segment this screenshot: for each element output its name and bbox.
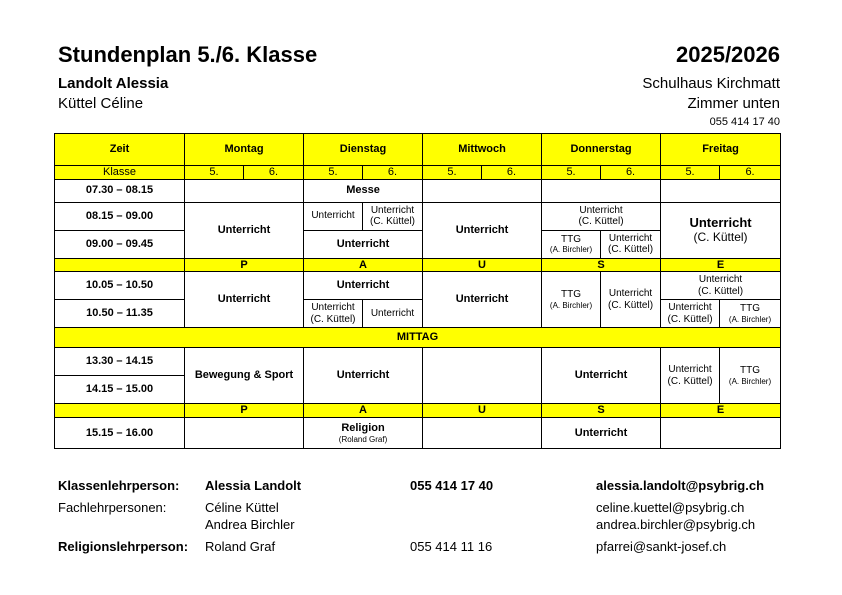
lesson-unterricht-kuettel (601, 272, 661, 328)
time-cell: 14.15 – 15.00 (55, 376, 185, 404)
lesson-unterricht-kuettel (304, 300, 363, 328)
lesson-unterricht: Unterricht (363, 300, 423, 328)
pause-letter: E (661, 404, 781, 418)
empty-cell (423, 417, 542, 448)
empty-cell (185, 179, 304, 202)
klassenlehrperson-name: Alessia Landolt (205, 478, 302, 493)
header-zeit: Zeit (55, 134, 185, 166)
lesson-teacher: (C. Küttel) (608, 299, 654, 311)
religionslehrperson-label: Religionslehrperson: (58, 539, 189, 554)
lesson-teacher: (A. Birchler) (549, 245, 593, 255)
lesson-unterricht: Unterricht (423, 202, 542, 258)
lesson-unterricht: Unterricht (542, 417, 661, 448)
klasse-5: 5. (304, 166, 363, 180)
lesson-teacher: (A. Birchler) (549, 300, 593, 310)
lesson-teacher: (A. Birchler) (728, 314, 772, 324)
teacher-name-2: Küttel Céline (58, 95, 144, 112)
time-cell: 08.15 – 09.00 (55, 202, 185, 230)
time-cell: 07.30 – 08.15 (55, 179, 185, 202)
klasse-6: 6. (601, 166, 661, 180)
header-mittwoch: Mittwoch (423, 134, 542, 166)
lesson-unterricht: Unterricht (185, 202, 304, 258)
lesson-ttg (542, 230, 601, 258)
lesson-teacher: (C. Küttel) (578, 216, 624, 228)
lesson-unterricht: Unterricht (185, 272, 304, 328)
lesson-teacher: (C. Küttel) (370, 216, 416, 228)
table-row (55, 179, 781, 202)
time-cell: 13.30 – 14.15 (55, 348, 185, 376)
pause-letter: U (423, 258, 542, 272)
table-row (55, 417, 781, 448)
teacher-name-1: Landolt Alessia (58, 75, 169, 92)
empty-cell (423, 348, 542, 404)
pause-letter: A (304, 404, 423, 418)
time-cell: 10.50 – 11.35 (55, 300, 185, 328)
empty-cell (185, 417, 304, 448)
lesson-text: Unterricht (689, 214, 752, 230)
empty-cell (55, 404, 185, 418)
lesson-text: Unterricht (668, 364, 712, 376)
lesson-unterricht-kuettel (542, 202, 661, 230)
religionslehrperson-name: Roland Graf (205, 539, 276, 554)
page-title: Stundenplan 5./6. Klasse (58, 42, 318, 67)
empty-cell (423, 179, 542, 202)
lesson-messe: Messe (304, 179, 423, 202)
fachlehrperson-email-1[interactable]: celine.kuettel@psybrig.ch (596, 500, 745, 515)
empty-cell (661, 179, 781, 202)
school-name: Schulhaus Kirchmatt (642, 75, 780, 92)
klasse-6: 6. (720, 166, 781, 180)
lesson-bewegung-sport: Bewegung & Sport (185, 348, 304, 404)
lesson-religion (304, 417, 423, 448)
lesson-teacher: (Roland Graf) (338, 434, 388, 444)
pause-letter: A (304, 258, 423, 272)
school-year: 2025/2026 (676, 42, 780, 67)
lesson-ttg (720, 348, 781, 404)
header-freitag: Freitag (661, 134, 781, 166)
lesson-text: TTG (561, 233, 582, 245)
religionslehrperson-phone: 055 414 11 16 (410, 539, 493, 554)
table-row (55, 272, 781, 300)
lesson-ttg (542, 272, 601, 328)
lesson-ttg (720, 300, 781, 328)
time-cell: 15.15 – 16.00 (55, 417, 185, 448)
lesson-unterricht-kuettel (661, 202, 781, 258)
lesson-unterricht-kuettel (601, 230, 661, 258)
lesson-teacher: (C. Küttel) (667, 375, 713, 387)
lesson-teacher: (C. Küttel) (693, 229, 748, 244)
mittag-row (55, 328, 781, 348)
pause-row (55, 258, 781, 272)
lesson-unterricht: Unterricht (304, 272, 423, 300)
klasse-6: 6. (244, 166, 304, 180)
table-row (55, 300, 781, 328)
pause-letter: S (542, 258, 661, 272)
header-montag: Montag (185, 134, 304, 166)
table-row (55, 348, 781, 376)
lesson-unterricht: Unterricht (304, 202, 363, 230)
empty-cell (55, 258, 185, 272)
fachlehrpersonen-label: Fachlehrpersonen: (58, 500, 167, 515)
lesson-unterricht-kuettel (661, 300, 720, 328)
timetable (54, 133, 781, 449)
klasse-6: 6. (363, 166, 423, 180)
lesson-unterricht: Unterricht (542, 348, 661, 404)
school-phone: 055 414 17 40 (709, 116, 780, 128)
klasse-5: 5. (542, 166, 601, 180)
klasse-5: 5. (423, 166, 482, 180)
klassenlehrperson-phone: 055 414 17 40 (410, 478, 494, 493)
lesson-text: TTG (740, 303, 761, 315)
pause-letter: E (661, 258, 781, 272)
klasse-label: Klasse (55, 166, 185, 180)
lesson-text: TTG (740, 365, 761, 377)
pause-letter: U (423, 404, 542, 418)
klasse-5: 5. (661, 166, 720, 180)
fachlehrperson-name-1: Céline Küttel (205, 500, 279, 515)
header-donnerstag: Donnerstag (542, 134, 661, 166)
lesson-teacher: (A. Birchler) (728, 376, 772, 386)
fachlehrperson-name-2: Andrea Birchler (205, 517, 295, 532)
klasse-row (55, 166, 781, 180)
time-cell: 10.05 – 10.50 (55, 272, 185, 300)
klasse-5: 5. (185, 166, 244, 180)
klassenlehrperson-label: Klassenlehrperson: (58, 478, 180, 493)
lesson-teacher: (C. Küttel) (698, 285, 744, 297)
lesson-unterricht-kuettel (661, 272, 781, 300)
lesson-text: Religion (341, 422, 385, 434)
lesson-unterricht: Unterricht (304, 230, 423, 258)
time-cell: 09.00 – 09.45 (55, 230, 185, 258)
klasse-6: 6. (482, 166, 542, 180)
lesson-text: Unterricht (608, 288, 653, 300)
pause-letter: P (185, 258, 304, 272)
header-dienstag: Dienstag (304, 134, 423, 166)
lesson-unterricht: Unterricht (304, 348, 423, 404)
lesson-text: Unterricht (608, 232, 653, 244)
klassenlehrperson-email[interactable]: alessia.landolt@psybrig.ch (596, 478, 765, 493)
lesson-teacher: (C. Küttel) (667, 313, 713, 325)
pause-row (55, 404, 781, 418)
lesson-teacher: (C. Küttel) (608, 244, 654, 256)
pause-letter: S (542, 404, 661, 418)
empty-cell (661, 417, 781, 448)
lesson-text: Unterricht (311, 302, 355, 314)
lesson-text: TTG (561, 289, 582, 301)
lesson-unterricht: Unterricht (423, 272, 542, 328)
lesson-text: Unterricht (579, 204, 623, 216)
lesson-text: Unterricht (668, 302, 712, 314)
lesson-text: Unterricht (370, 204, 415, 216)
empty-cell (542, 179, 661, 202)
day-header-row (55, 134, 781, 166)
religionslehrperson-email[interactable]: pfarrei@sankt-josef.ch (596, 539, 727, 554)
lesson-unterricht-kuettel (363, 202, 423, 230)
lesson-teacher: (C. Küttel) (310, 313, 356, 325)
mittag-label: MITTAG (55, 328, 781, 348)
table-row (55, 202, 781, 230)
room-name: Zimmer unten (687, 95, 780, 112)
lesson-unterricht-kuettel (661, 348, 720, 404)
pause-letter: P (185, 404, 304, 418)
lesson-text: Unterricht (698, 274, 743, 286)
fachlehrperson-email-2[interactable]: andrea.birchler@psybrig.ch (596, 517, 756, 532)
